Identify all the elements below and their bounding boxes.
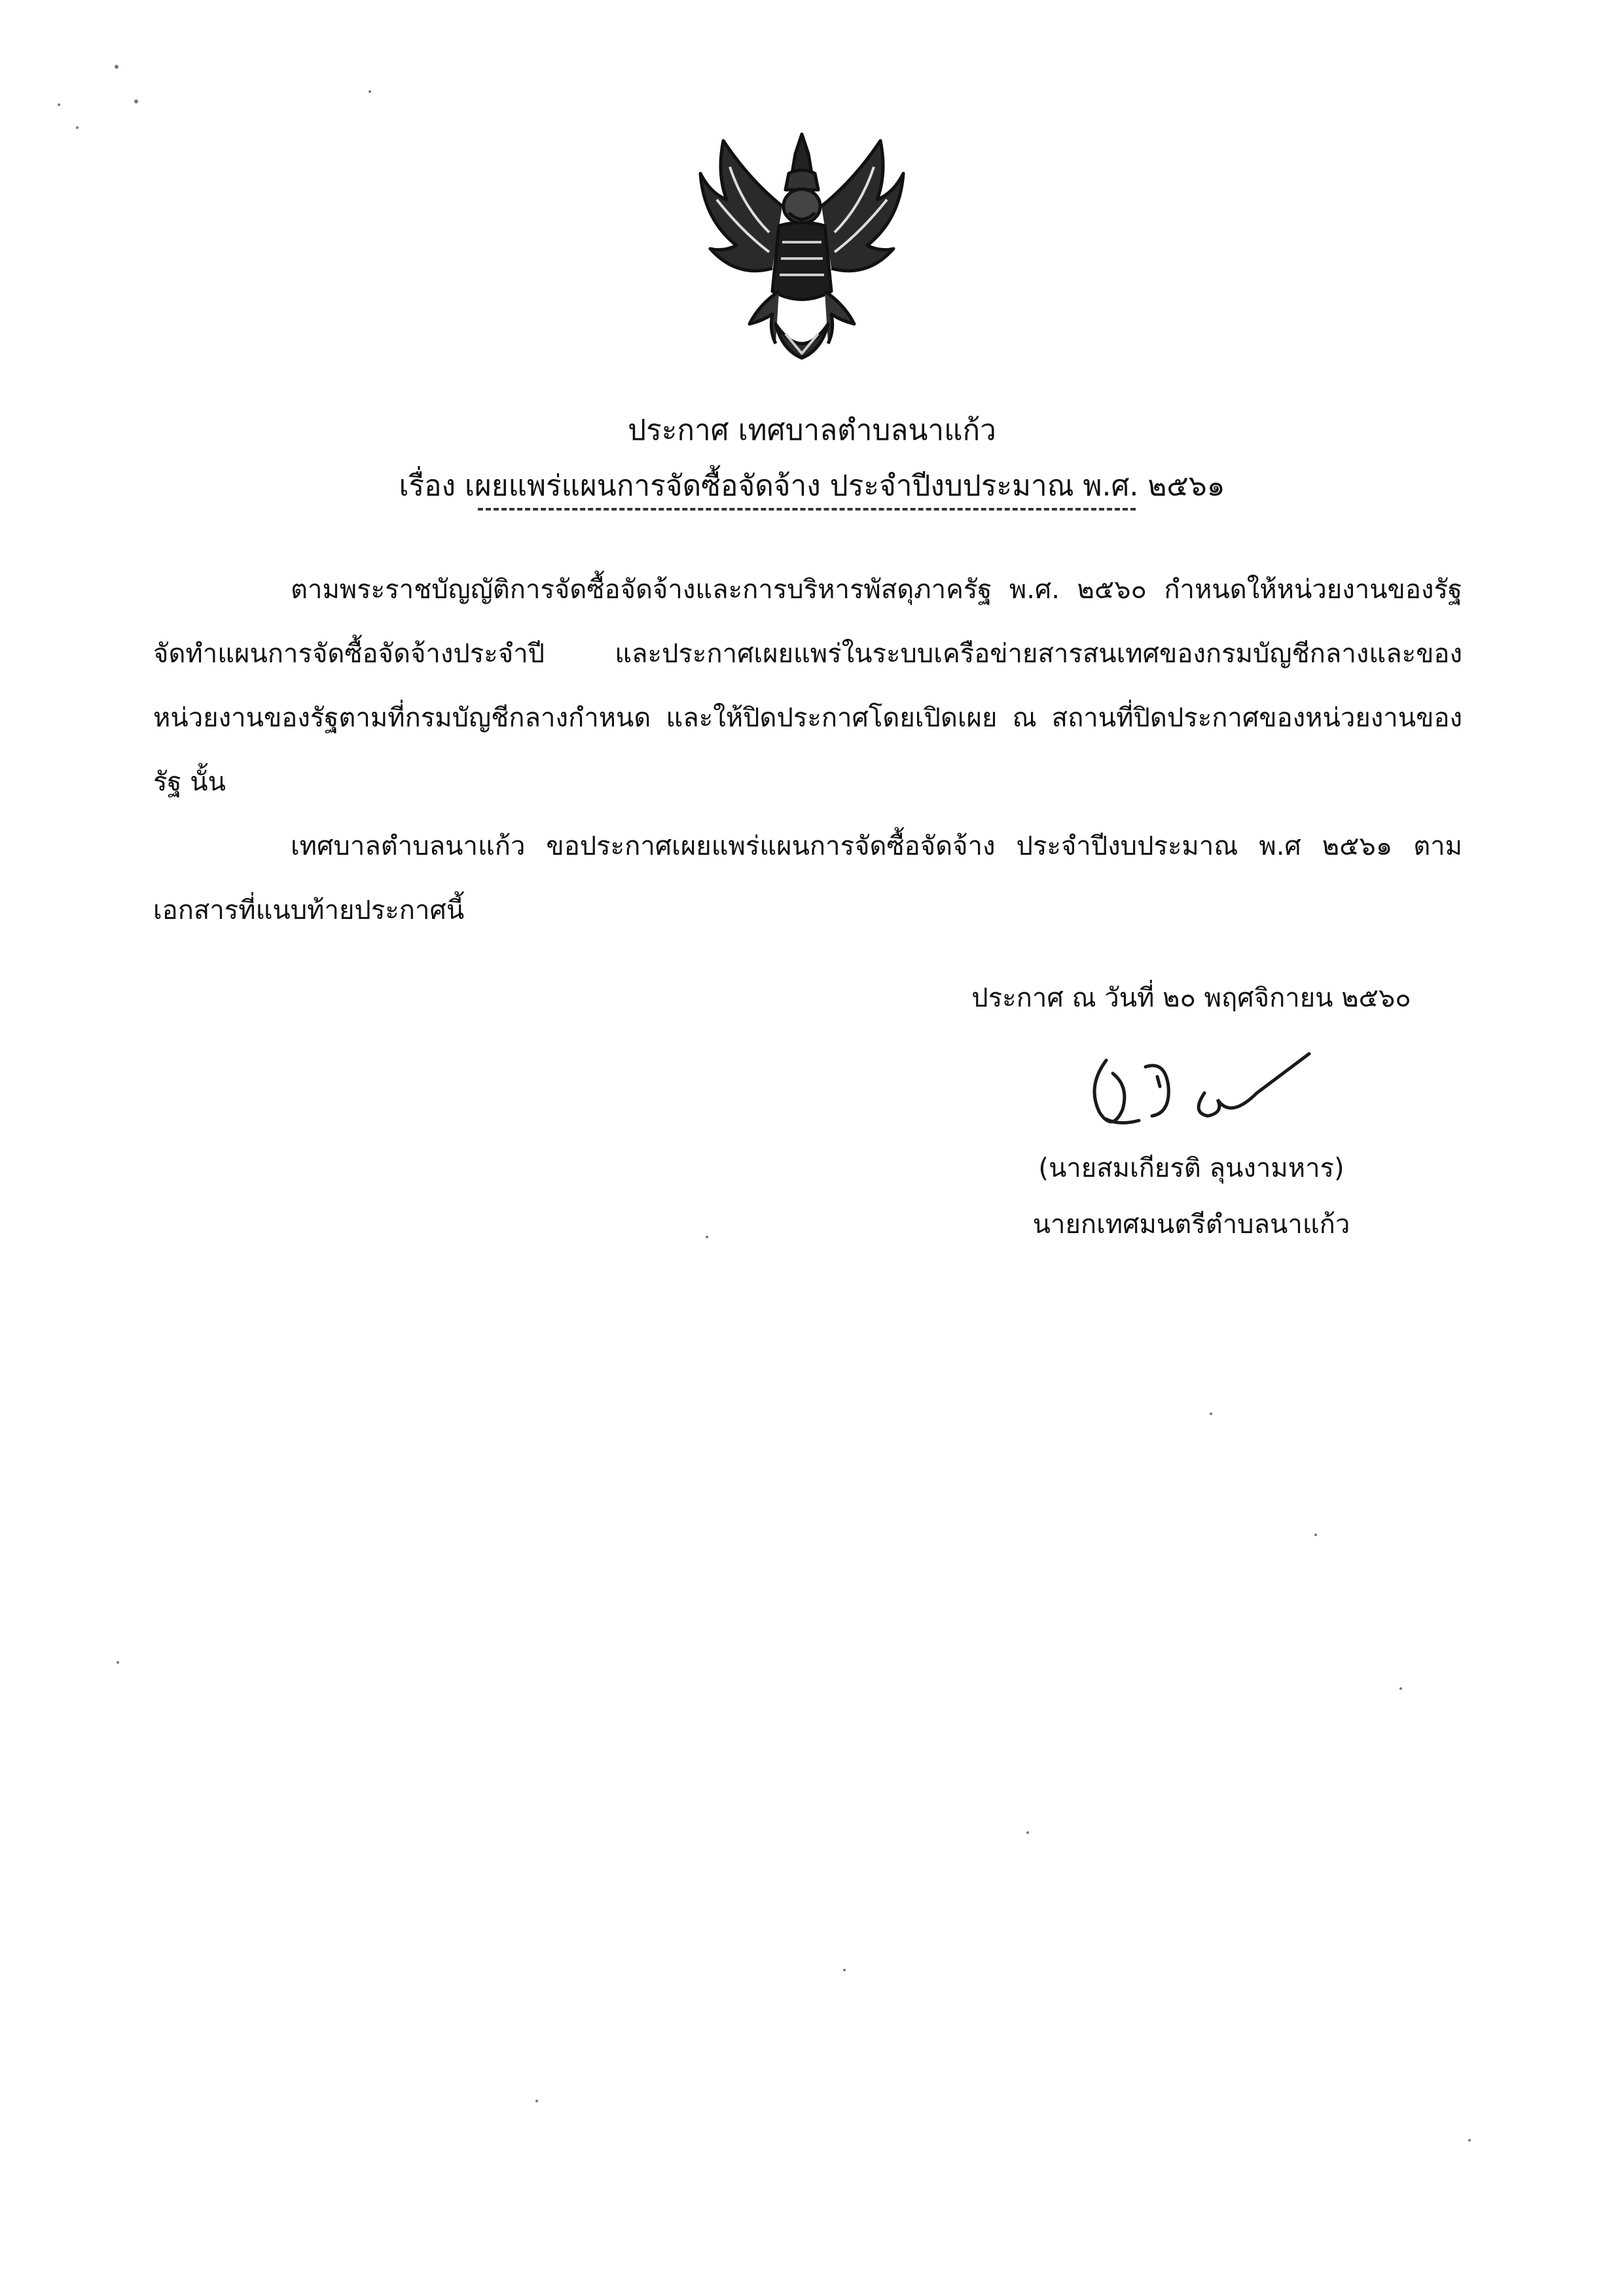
announcement-date: ประกาศ ณ วันที่ ๒๐ พฤศจิกายน ๒๕๖๐ xyxy=(971,983,1411,1013)
announcement-subject: เรื่อง เผยแพร่แผนการจัดซื้อจัดจ้าง ประจำปีงบประมาณ พ.ศ. ๒๕๖๑ xyxy=(399,469,1225,503)
body-paragraph-2: เทศบาลตำบลนาแก้ว ขอประกาศเผยแพร่แผนการจัดซื้อจัดจ้าง ประจำปีงบประมาณ พ.ศ ๒๕๖๑ ตามเอกสารที่แนบท้ายประกาศนี้ xyxy=(153,831,1462,925)
announcement-title: ประกาศ เทศบาลตำบลนาแก้ว xyxy=(628,414,996,447)
signer-position: นายกเทศมนตรีตำบลนาแก้ว xyxy=(1032,1210,1350,1240)
signer-name: (นายสมเกียรติ ลุนงามหาร) xyxy=(1038,1153,1344,1183)
body-paragraph-1: ตามพระราชบัญญัติการจัดซื้อจัดจ้างและการบริหารพัสดุภาครัฐ พ.ศ. ๒๕๖๐ กำหนดให้หน่วยงานของรัฐจัดทำแผนการจัดซื้อจัดจ้างประจำปี และประกาศเผยแพร่ในระบบเครือข่ายสารสนเทศของกรมบัญชีกลางและของหน่วยงานของรัฐตามที่กรมบัญชีกลางกำหนด และให้ปิดประกาศโดยเปิดเผย ณ สถานที่ปิดประกาศของหน่วยงานของรัฐ นั้น xyxy=(153,575,1463,797)
